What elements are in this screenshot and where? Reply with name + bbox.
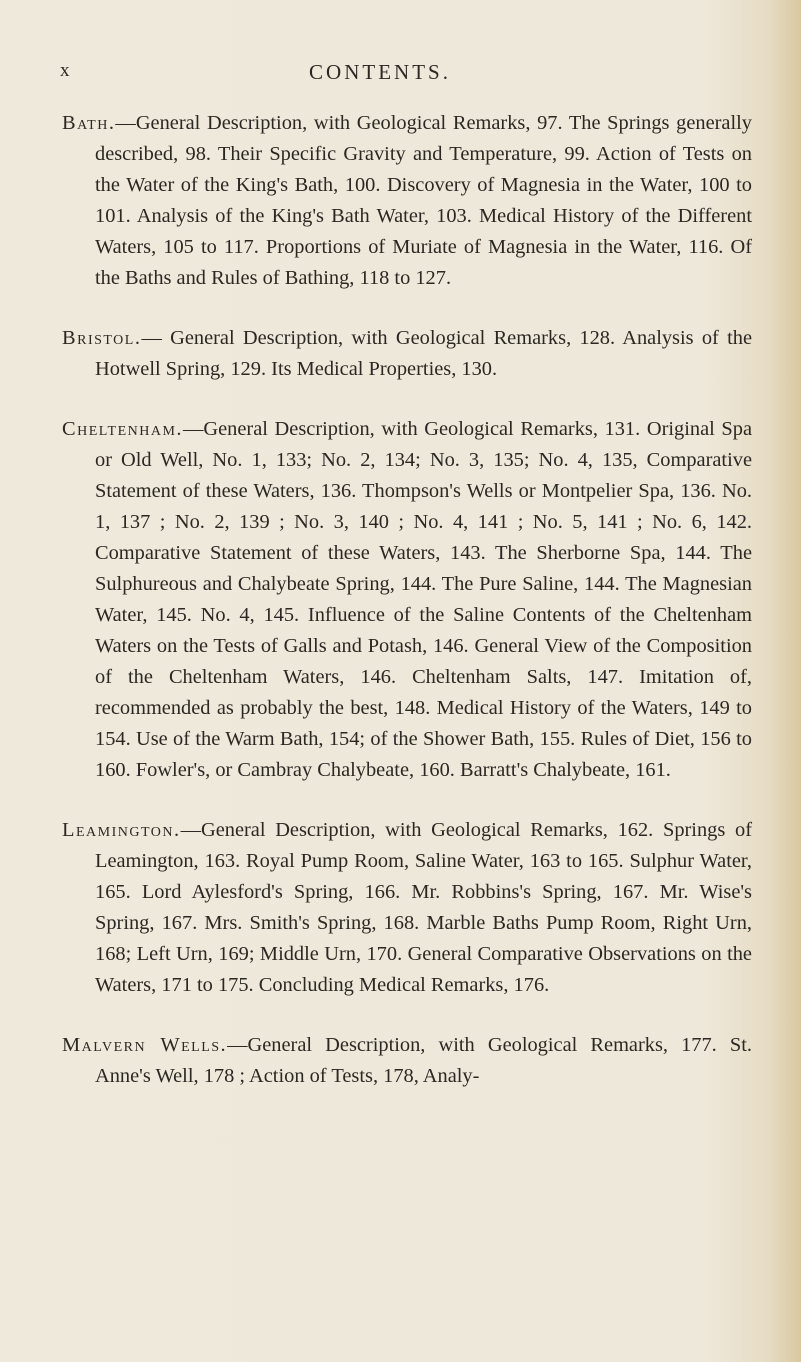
entry-place-name: Cheltenham. (62, 418, 184, 440)
entry-text: —General Description, with Geological Remarks, 97. The Springs generally described, 98. Their Specific Gravity and Temperature, 99. Action of Tests on the Water of the King's Bath, 100. Discovery of Magnesia in the Water, 100 to 101. Analysis of the King's Bath Water, 103. Medical History of the Different Waters, 105 to 117. Proportions of Muriate of Magnesia in the Water, 116. Of the Baths and Rules of Bathing, 118 to 127. (95, 112, 752, 289)
contents-entry-leamington (62, 815, 752, 1001)
entry-place-name: Leamington. (62, 819, 181, 841)
page-header (60, 60, 700, 90)
running-title: CONTENTS. (309, 60, 451, 84)
contents-entry-bath (62, 108, 752, 294)
entry-text: —General Description, with Geological Remarks, 177. St. Anne's Well, 178 ; Action of Tests, 178, Analy- (95, 1034, 752, 1087)
entry-text: —General Description, with Geological Remarks, 162. Springs of Leamington, 163. Royal Pump Room, Saline Water, 163 to 165. Sulphur Water, 165. Lord Aylesford's Spring, 166. Mr. Robbins's Spring, 167. Mr. Wise's Spring, 167. Mrs. Smith's Spring, 168. Marble Baths Pump Room, Right Urn, 168; Left Urn, 169; Middle Urn, 170. General Comparative Observations on the Waters, 171 to 175. Concluding Medical Remarks, 176. (95, 819, 752, 996)
entry-place-name: Malvern Wells. (62, 1034, 228, 1056)
page-number: x (60, 60, 71, 81)
contents-entry-bristol (62, 323, 752, 385)
entry-text: —General Description, with Geological Remarks, 131. Original Spa or Old Well, No. 1, 133; No. 2, 134; No. 3, 135; No. 4, 135, Comparative Statement of these Waters, 136. Thompson's Wells or Montpelier Spa, 136. No. 1, 137 ; No. 2, 139 ; No. 3, 140 ; No. 4, 141 ; No. 5, 141 ; No. 6, 142. Comparative Statement of these Waters, 143. The Sherborne Spa, 144. The Sulphureous and Chalybeate Spring, 144. The Pure Saline, 144. The Magnesian Water, 145. No. 4, 145. Influence of the Saline Contents of the Cheltenham Waters on the Tests of Galls and Potash, 146. General View of the Composition of the Cheltenham Waters, 146. Cheltenham Salts, 147. Imitation of, recommended as probably the best, 148. Medical History of the Waters, 149 to 154. Use of the Warm Bath, 154; of the Shower Bath, 155. Rules of Diet, 156 to 160. Fowler's, or Cambray Chalybeate, 160. Barratt's Chalybeate, 161. (95, 418, 752, 781)
contents-entry-cheltenham (62, 414, 752, 786)
entry-place-name: Bath. (62, 112, 116, 134)
entry-text: — General Description, with Geological Remarks, 128. Analysis of the Hotwell Spring, 129. Its Medical Properties, 130. (95, 327, 752, 380)
entry-place-name: Bristol. (62, 327, 142, 349)
contents-body (62, 108, 752, 1121)
contents-entry-malvern-wells (62, 1030, 752, 1092)
